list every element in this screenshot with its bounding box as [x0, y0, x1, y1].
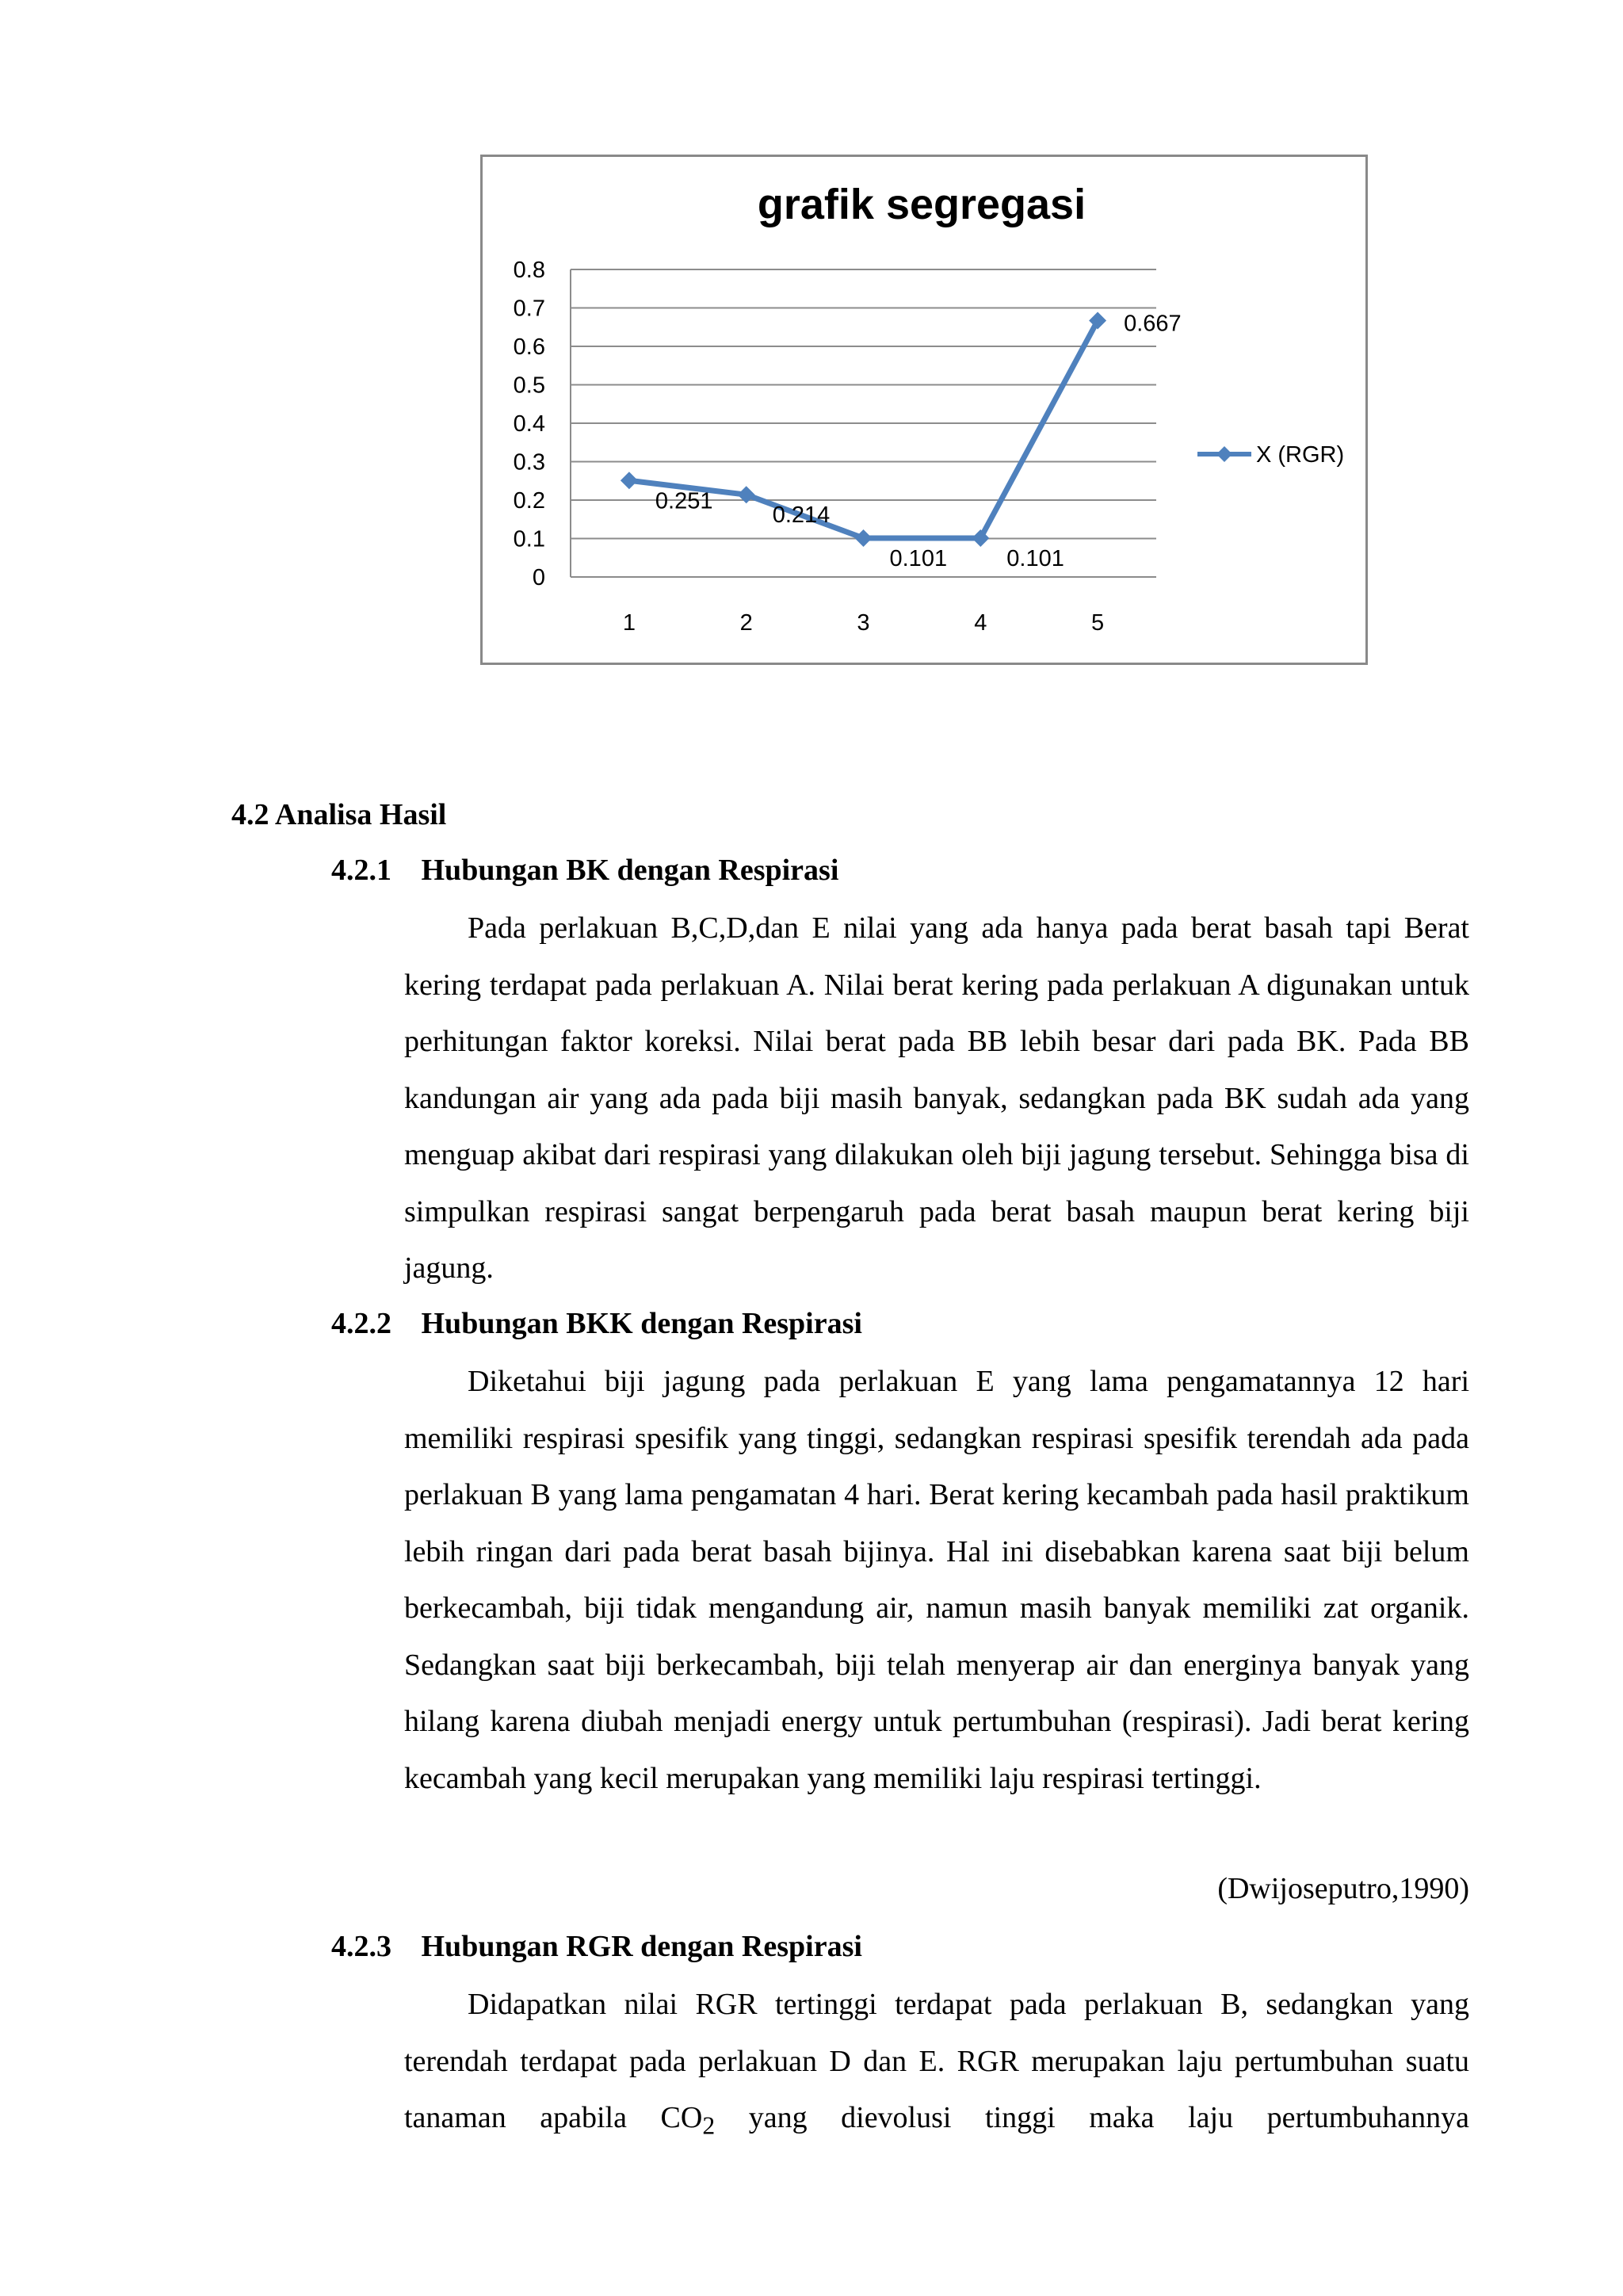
paragraph-text: Pada perlakuan B,C,D,dan E nilai yang ada hanya pada berat basah tapi Berat kering terdapat pada perlakuan A. Nilai berat kering pada perlakuan A digunakan untuk perhitungan faktor koreksi. Nilai berat pada BB lebih besar dari pada BK. Pada BB kandungan air yang ada pada biji masih banyak, sedangkan pada BK sudah ada yang menguap akibat dari respirasi yang dilakukan oleh biji jagung tersebut. Sehingga bisa di simpulkan respirasi sangat berpengaruh pada berat basah maupun berat kering biji jagung.: [404, 911, 1469, 1285]
data-label: 0.101: [889, 546, 948, 572]
y-tick-label: 0.5: [513, 372, 545, 399]
x-tick-label: 4: [974, 610, 987, 636]
y-tick-label: 0.2: [513, 488, 545, 514]
citation: (Dwijoseputro,1990): [1217, 1872, 1469, 1905]
y-tick-label: 0.3: [513, 449, 545, 476]
subsection-number: 4.2.1: [331, 854, 391, 887]
data-label: 0.251: [655, 488, 713, 514]
paragraph-rgr: [404, 1977, 1469, 2154]
x-tick-label: 2: [739, 610, 753, 636]
paragraph-bk: [404, 900, 1469, 1297]
y-tick-label: 0.7: [513, 296, 545, 322]
subscript-two: 2: [702, 2111, 716, 2140]
data-point: [855, 529, 873, 547]
chart-title: grafik segregasi: [757, 181, 1086, 228]
data-label: 0.214: [772, 502, 831, 529]
x-tick-label: 1: [622, 610, 636, 636]
subsection-heading-bkk: [331, 1304, 862, 1343]
paragraph-bkk: [404, 1354, 1469, 1807]
y-tick-label: 0.8: [513, 258, 545, 283]
subsection-number: 4.2.2: [331, 1307, 391, 1340]
legend-marker: [1216, 446, 1232, 462]
data-label: 0.101: [1006, 546, 1064, 572]
y-tick-label: 0.4: [513, 411, 545, 437]
subsection-heading-bk: [331, 850, 838, 890]
y-tick-label: 0: [532, 565, 545, 590]
legend-label: X (RGR): [1256, 442, 1345, 468]
paragraph-text-continued: yang dievolusi tinggi maka laju pertumbuhannya: [715, 2101, 1469, 2134]
section-title: 4.2 Analisa Hasil: [231, 798, 447, 831]
chart-canvas: [483, 157, 1365, 663]
subsection-title: Hubungan BKK dengan Respirasi: [421, 1307, 862, 1340]
x-tick-label: 5: [1091, 610, 1105, 636]
y-tick-label: 0.1: [513, 526, 545, 552]
paragraph-text: Diketahui biji jagung pada perlakuan E yang lama pengamatannya 12 hari memiliki respirasi spesifik yang tinggi, sedangkan respirasi spesifik terendah ada pada perlakuan B yang lama pengamatan 4 hari. Berat kering kecambah pada hasil praktikum lebih ringan dari pada berat basah bijinya. Hal ini disebabkan karena saat biji belum berkecambah, biji tidak mengandung air, namun masih banyak memiliki zat organik. Sedangkan saat biji berkecambah, biji telah menyerap air dan energinya banyak yang hilang karena diubah menjadi energy untuk pertumbuhan (respirasi). Jadi berat kering kecambah yang kecil merupakan yang memiliki laju respirasi tertinggi.: [404, 1365, 1469, 1795]
data-label: 0.667: [1124, 311, 1182, 337]
subsection-title: Hubungan RGR dengan Respirasi: [421, 1930, 862, 1963]
x-tick-label: 3: [857, 610, 870, 636]
subsection-heading-rgr: [331, 1927, 862, 1966]
subsection-number: 4.2.3: [331, 1930, 391, 1963]
y-tick-label: 0.6: [513, 334, 545, 360]
segregation-chart: [480, 155, 1368, 665]
paragraph-text: Didapatkan nilai RGR tertinggi terdapat pada perlakuan B, sedangkan yang terendah terdapat pada perlakuan D dan E. RGR merupakan laju pertumbuhan suatu tanaman apabila CO: [404, 1988, 1469, 2134]
data-point: [621, 472, 638, 489]
subsection-title: Hubungan BK dengan Respirasi: [421, 854, 839, 887]
